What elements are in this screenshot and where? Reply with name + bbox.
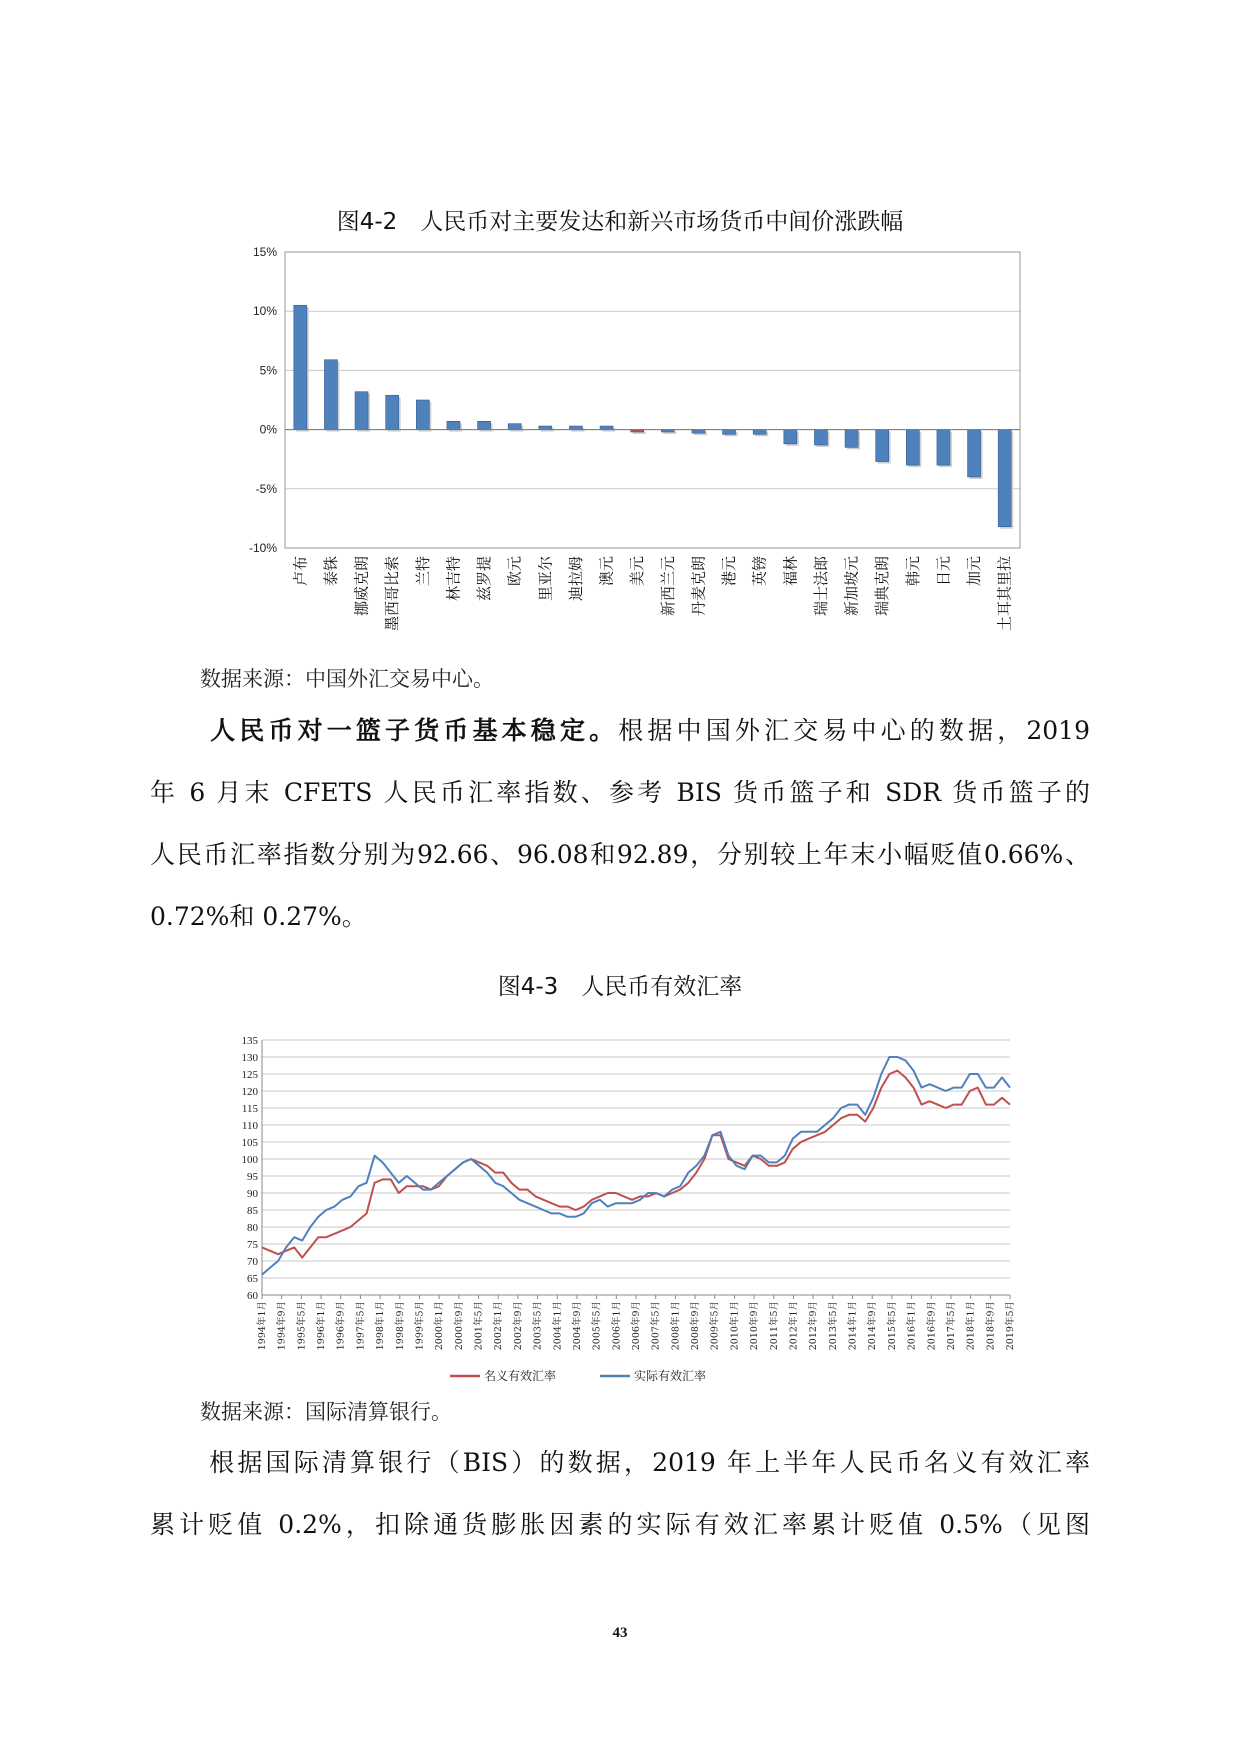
paragraph-line: 年 6 月末 CFETS 人民币汇率指数、参考 BIS 货币篮子和 SDR 货币篮子的 [150, 778, 1090, 807]
bar-chart-currency-changes [230, 240, 1030, 650]
y-tick-label: 70 [247, 1256, 258, 1268]
bar [845, 430, 858, 448]
x-tick-label: 2018年1月 [965, 1301, 977, 1351]
x-tick-label: 2013年5月 [827, 1301, 839, 1351]
figure-4-2-source: 数据来源：中国外汇交易中心。 [200, 667, 494, 691]
paragraph-line [150, 1432, 1090, 1494]
series-line [262, 1057, 1010, 1275]
x-tick-label: 兹罗提 [475, 556, 494, 602]
x-tick-label: 林吉特 [444, 556, 463, 602]
x-tick-label: 2015年5月 [886, 1301, 898, 1351]
bar [968, 430, 981, 477]
x-tick-label: 里亚尔 [536, 556, 555, 602]
paragraph-line [150, 700, 1090, 762]
x-tick-label: 2002年1月 [493, 1301, 505, 1351]
x-tick-label: 2000年9月 [453, 1301, 465, 1351]
x-tick-label: 2014年1月 [847, 1301, 859, 1351]
x-tick-label: 2006年9月 [631, 1301, 642, 1351]
series-line [262, 1071, 1010, 1258]
bar [753, 430, 766, 435]
bar [447, 421, 460, 429]
bar [478, 421, 491, 429]
x-tick-label: 2018年9月 [985, 1301, 997, 1351]
x-tick-label: 2008年1月 [670, 1301, 682, 1351]
x-tick-label: 2006年1月 [611, 1301, 623, 1351]
x-tick-label: 1998年9月 [394, 1301, 406, 1351]
bar [539, 426, 552, 430]
y-tick-label: 130 [241, 1052, 258, 1064]
x-tick-label: 墨西哥比索 [383, 556, 402, 632]
bar [814, 430, 827, 445]
y-tick-label: 120 [241, 1086, 258, 1098]
x-tick-label: 2008年9月 [690, 1301, 702, 1351]
x-tick-label: 土耳其里拉 [995, 556, 1014, 632]
x-tick-label: 美元 [628, 556, 647, 587]
x-tick-label: 英镑 [750, 556, 769, 587]
x-tick-label: 迪拉姆 [566, 556, 585, 602]
x-tick-label: 2012年1月 [788, 1301, 800, 1351]
paragraph-lead: 人民币对一篮子货币基本稳定。 [206, 716, 619, 745]
x-tick-label: 瑞典克朗 [873, 556, 892, 617]
y-tick-label: 115 [241, 1103, 258, 1115]
x-tick-label: 2004年9月 [571, 1301, 583, 1351]
bar [692, 430, 705, 434]
x-tick-label: 2016年1月 [906, 1301, 918, 1351]
y-tick-label: 90 [247, 1188, 258, 1200]
x-tick-label: 1996年1月 [316, 1301, 328, 1351]
x-tick-label: 2000年1月 [434, 1301, 446, 1351]
y-tick-label: 105 [241, 1137, 258, 1149]
x-tick-label: 1998年1月 [375, 1301, 387, 1351]
y-tick-label: 125 [241, 1069, 258, 1081]
x-tick-label: 2003年5月 [532, 1301, 544, 1351]
y-tick-label: 0% [259, 422, 277, 437]
paragraph-line: 人民币汇率指数分别为92.66、96.08和92.89，分别较上年末小幅贬值0.66%、 [150, 840, 1090, 869]
x-tick-label: 2017年5月 [945, 1301, 957, 1351]
figure-4-3-caption: 图4-3 人民币有效汇率 [497, 974, 743, 1000]
x-tick-label: 兰特 [413, 556, 432, 587]
x-tick-label: 日元 [934, 556, 953, 587]
paragraph-bis-data [150, 1432, 1090, 1556]
bar [784, 430, 797, 444]
x-tick-label: 1994年9月 [276, 1301, 288, 1351]
bar [386, 395, 399, 429]
y-tick-label: 100 [241, 1154, 258, 1166]
legend [450, 1368, 706, 1383]
x-tick-label: 2012年9月 [808, 1301, 820, 1351]
x-tick-label: 加元 [965, 556, 984, 587]
y-tick-label: 75 [247, 1239, 258, 1251]
y-tick-label: 10% [252, 304, 277, 319]
y-tick-label: 60 [247, 1290, 258, 1302]
paragraph-line: 累计贬值 0.2%，扣除通货膨胀因素的实际有效汇率累计贬值 0.5%（见图 [150, 1510, 1090, 1539]
bar [508, 424, 521, 430]
bar [937, 430, 950, 466]
y-tick-label: 65 [247, 1273, 258, 1285]
bar [294, 305, 307, 429]
bar [998, 430, 1011, 527]
x-tick-label: 2016年9月 [926, 1301, 938, 1351]
x-tick-label: 欧元 [505, 556, 524, 587]
x-tick-label: 1995年5月 [296, 1301, 308, 1351]
line-chart-effective-exchange-rate [240, 1030, 1030, 1390]
x-tick-label: 2010年1月 [729, 1301, 741, 1351]
y-tick-label: 85 [247, 1205, 258, 1217]
y-tick-label: 135 [241, 1035, 258, 1047]
bar [723, 430, 736, 435]
bar [355, 392, 368, 430]
y-tick-label: 15% [252, 245, 277, 259]
x-tick-label: 2009年5月 [709, 1301, 721, 1351]
bar [416, 400, 429, 430]
paragraph-line: 0.72%和 0.27%。 [150, 902, 367, 931]
legend-label: 实际有效汇率 [634, 1369, 707, 1383]
x-tick-label: 丹麦克朗 [689, 556, 708, 617]
x-tick-label: 2011年5月 [768, 1301, 780, 1351]
x-tick-label: 挪威克朗 [352, 556, 371, 617]
paragraph-text: 根据国际清算银行（BIS）的数据，2019 年上半年人民币名义有效汇率 [206, 1448, 1090, 1477]
x-tick-label: 2005年5月 [591, 1301, 603, 1351]
bar [569, 426, 582, 430]
paragraph-text: 根据中国外汇交易中心的数据，2019 [618, 716, 1090, 745]
bar [324, 360, 337, 430]
x-tick-label: 新西兰元 [658, 556, 677, 617]
y-tick-label: 95 [247, 1171, 258, 1183]
y-tick-label: 5% [259, 363, 277, 378]
figure-4-3-source: 数据来源：国际清算银行。 [200, 1400, 452, 1424]
figure-4-2-caption: 图4-2 人民币对主要发达和新兴市场货币中间价涨跌幅 [336, 209, 904, 235]
x-tick-label: 福林 [781, 556, 800, 587]
x-tick-label: 2007年5月 [650, 1301, 662, 1351]
x-tick-label: 韩元 [903, 556, 922, 587]
y-axis [249, 245, 277, 555]
x-tick-label: 瑞士法郎 [811, 556, 830, 617]
bar [600, 426, 613, 430]
y-tick-label: -5% [255, 481, 277, 496]
y-tick-label: -10% [248, 541, 277, 555]
legend-label: 名义有效汇率 [484, 1369, 557, 1383]
x-tick-label: 新加坡元 [842, 556, 861, 617]
bar [906, 430, 919, 466]
x-tick-label: 2001年5月 [473, 1301, 485, 1351]
x-tick-label: 泰铢 [321, 556, 340, 587]
x-tick-label: 2019年5月 [1005, 1301, 1016, 1351]
x-tick-label: 2004年1月 [552, 1301, 564, 1351]
x-tick-label: 2002年9月 [512, 1301, 524, 1351]
x-tick-label: 1999年5月 [414, 1301, 426, 1351]
bar [876, 430, 889, 462]
x-tick-label: 2014年9月 [867, 1301, 879, 1351]
x-tick-label: 1994年1月 [257, 1301, 268, 1351]
x-tick-label: 2010年9月 [749, 1301, 761, 1351]
x-tick-label: 1997年5月 [355, 1301, 367, 1351]
page-number: 43 [612, 1625, 628, 1641]
x-tick-label: 港元 [720, 556, 739, 587]
paragraph-basket-stability [150, 700, 1090, 948]
y-tick-label: 110 [241, 1120, 258, 1132]
x-tick-label: 卢布 [291, 556, 310, 587]
x-tick-label: 1996年9月 [335, 1301, 347, 1351]
y-tick-label: 80 [247, 1222, 258, 1234]
x-tick-label: 澳元 [597, 556, 616, 587]
